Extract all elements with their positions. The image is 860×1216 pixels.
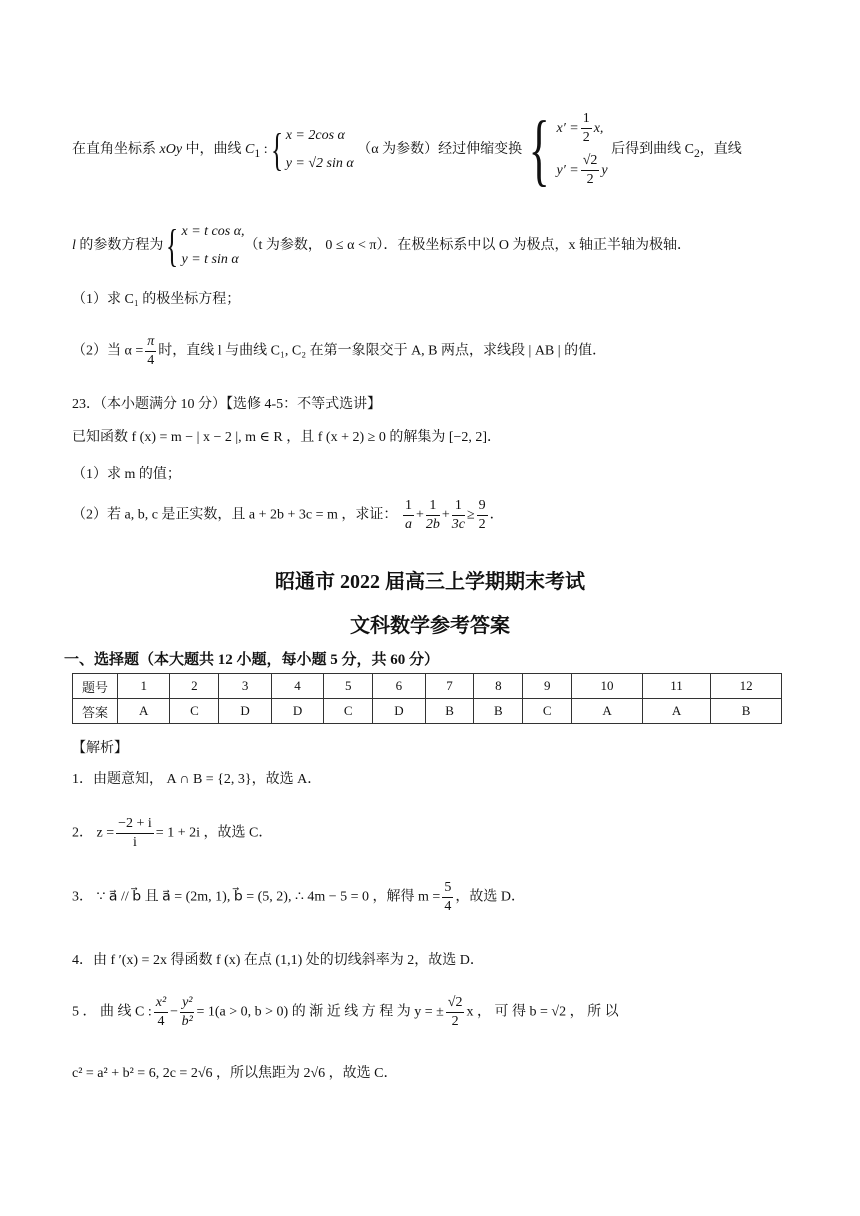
s5-frac3 xyxy=(446,994,465,1031)
table-cell: 2 xyxy=(170,674,219,699)
table-cell: D xyxy=(271,699,323,724)
c1-sub: 1 xyxy=(254,147,261,161)
table-cell: 4 xyxy=(271,674,323,699)
c1-label: C xyxy=(245,142,255,158)
table-cell: 12 xyxy=(711,674,782,699)
q22-line2 xyxy=(72,218,691,274)
trans-frac1-d: 2 xyxy=(582,130,590,146)
line-param-intro: 的参数方程为 xyxy=(75,238,164,254)
q23-stem: 已知函数 f (x) = m − | x − 2 |, m ∈ R ，且 f (x + 2) ≥ 0 的解集为 [−2, 2]． xyxy=(72,430,502,445)
table-cell: C xyxy=(324,699,373,724)
s5-c: x ， 可 得 b = √2 ， 所 以 xyxy=(466,1004,619,1020)
line-eq2: y = t sin α xyxy=(181,252,239,267)
line-brace: { xyxy=(166,220,179,271)
q23-title: 23．（本小题满分 10 分）【选修 4-5：不等式选讲】 xyxy=(72,397,382,412)
s2-frac xyxy=(116,815,154,852)
s5-frac2 xyxy=(180,994,194,1031)
f1-n: 1 xyxy=(403,497,414,516)
table-cell: C xyxy=(170,699,219,724)
s2-b: = 1 + 2i ，故选 C． xyxy=(155,825,273,841)
q23-part2-a: （2）若 a, b, c 是正实数，且 a + 2b + 3c = m ，求证： xyxy=(72,507,398,523)
f4-n: 9 xyxy=(477,497,488,516)
s5-n3: √2 xyxy=(446,994,465,1013)
f3-n: 1 xyxy=(452,497,465,516)
table-cell: 5 xyxy=(324,674,373,699)
s5-d2: b² xyxy=(181,1014,193,1029)
heading-answer-title: 文科数学参考答案 xyxy=(350,615,510,637)
s3-a: 3． ∵ a⃗ // b⃗ 且 a⃗ = (2m, 1), b⃗ = (5, 2), ∴ 4m − 5 = 0 ，解得 m = xyxy=(72,889,441,905)
s5-n2: y² xyxy=(180,994,194,1013)
trans-frac1-n: 1 xyxy=(581,110,592,129)
solution-2 xyxy=(72,815,272,852)
table-cell: A xyxy=(572,699,643,724)
table-cell: A xyxy=(642,699,710,724)
c1-eq1: x = 2cos α xyxy=(285,128,345,143)
q22-intro-2: 中，曲线 xyxy=(182,142,246,158)
table-cell: B xyxy=(425,699,474,724)
trans-system xyxy=(556,108,607,192)
c1-eq2: y = √2 sin α xyxy=(285,156,354,171)
solution-5-line2: c² = a² + b² = 6, 2c = 2√6 ，所以焦距为 2√6 ，故选 C． xyxy=(72,1066,398,1081)
table-cell: 3 xyxy=(219,674,271,699)
q23-part2: （2）若 a, b, c 是正实数，且 a + 2b + 3c = m ，求证： $\frac{1}{a}$ + $\frac{1}{2b}$ + $\frac{1}{3c}$ ≥ $\frac{9}{2}$ ． xyxy=(72,498,504,532)
trans-brace: { xyxy=(528,106,550,194)
table-row-answers xyxy=(73,699,782,724)
table-cell: 7 xyxy=(425,674,474,699)
trans-eq1-r: x, xyxy=(593,121,604,136)
table-cell: A xyxy=(118,699,170,724)
pi-d: 4 xyxy=(147,353,155,368)
s2-d: i xyxy=(133,835,137,850)
table-cell: D xyxy=(373,699,425,724)
s3-d: 4 xyxy=(444,899,452,914)
table-cell: B xyxy=(474,699,523,724)
heading-exam-title: 昭通市 2022 届高三上学期期末考试 xyxy=(275,571,585,593)
q22-after: 后得到曲线 C xyxy=(611,142,694,158)
c1-brace: { xyxy=(270,124,283,175)
line-l-label: l xyxy=(72,238,76,254)
table-cell: B xyxy=(711,699,782,724)
f4-d: 2 xyxy=(478,517,486,532)
table-label-number: 题号 xyxy=(73,674,118,699)
line-system xyxy=(181,218,244,274)
table-row-numbers xyxy=(73,674,782,699)
s5-mid: − xyxy=(170,1004,179,1020)
q22-part2-b: 时，直线 l 与曲线 C₁, C₂ 在第一象限交于 A, B 两点，求线段 | AB | 的值． xyxy=(158,343,607,359)
q22-intro: 在直角坐标系 xyxy=(72,142,160,158)
q23-end: ． xyxy=(489,507,504,523)
f2-n: 1 xyxy=(426,497,440,516)
trans-eq1-l: x′ = xyxy=(556,121,579,136)
table-cell: 8 xyxy=(474,674,523,699)
s5-d3: 2 xyxy=(451,1014,459,1029)
answer-table xyxy=(72,673,782,724)
s3-frac xyxy=(442,879,453,916)
trans-frac2-d: 2 xyxy=(586,172,594,188)
table-cell: D xyxy=(219,699,271,724)
q22-part2-a: （2）当 α = xyxy=(72,343,144,359)
s3-n: 5 xyxy=(442,879,453,898)
table-cell: 10 xyxy=(572,674,643,699)
section-choice-title: 一、选择题（本大题共 12 小题，每小题 5 分，共 60 分） xyxy=(64,652,440,668)
table-cell: 1 xyxy=(118,674,170,699)
frac-1-3c xyxy=(452,497,465,534)
trans-frac2 xyxy=(581,152,600,189)
pi-over-4 xyxy=(145,333,156,370)
trans-eq2-r: y xyxy=(601,163,608,178)
pi-n: π xyxy=(145,333,156,352)
s5-d1: 4 xyxy=(157,1014,165,1029)
solution-5 xyxy=(72,994,619,1031)
table-cell: 6 xyxy=(373,674,425,699)
table-label-answer: 答案 xyxy=(73,699,118,724)
trans-frac1 xyxy=(581,110,592,147)
analysis-label: 【解析】 xyxy=(72,741,128,756)
solution-3 xyxy=(72,879,525,916)
q22-after-tail: ，直线 xyxy=(699,142,742,158)
q22-line1: 在直角坐标系 xOy 中，曲线 $C_1$ :{ x = 2cos α y = √2 sin α （α 为参数）经过伸缩变换{ x′ = $\frac{1}{2}$ x, y′ = $\frac{√2}{2}$ y 后得到曲线 $C_2$，直线 xyxy=(72,106,742,194)
q22-part1: （1）求 C₁ 的极坐标方程； xyxy=(72,292,241,307)
s5-n1: x² xyxy=(154,994,168,1013)
table-cell: C xyxy=(523,699,572,724)
s2-a: 2． z = xyxy=(72,825,115,841)
table-cell: 11 xyxy=(642,674,710,699)
trans-eq2-l: y′ = xyxy=(556,163,579,178)
trans-frac2-n: √2 xyxy=(581,152,600,171)
solution-1: 1．由题意知， A ∩ B = {2, 3}，故选 A． xyxy=(72,772,322,787)
solution-4: 4．由 f ′(x) = 2x 得函数 f (x) 在点 (1,1) 处的切线斜率为 2，故选 D． xyxy=(72,953,484,968)
f1-d: a xyxy=(404,517,412,532)
line-param-note: （t 为参数， 0 ≤ α < π）．在极坐标系中以 O 为极点，x 轴正半轴为极轴． xyxy=(244,238,692,254)
frac-1-2b xyxy=(426,497,440,534)
f3-d: 3c xyxy=(451,517,465,532)
c1-param-note: （α 为参数）经过伸缩变换 xyxy=(357,142,523,158)
c2-sub: 2 xyxy=(693,147,700,161)
c1-system xyxy=(286,122,354,178)
f2-d: 2b xyxy=(425,517,440,532)
q22-xoy: xOy xyxy=(159,142,183,158)
q23-part1: （1）求 m 的值； xyxy=(72,467,181,482)
frac-1-a xyxy=(403,497,414,534)
s5-b: = 1(a > 0, b > 0) 的 渐 近 线 方 程 为 y = ± xyxy=(196,1004,444,1020)
s2-n: −2 + i xyxy=(116,815,154,834)
line-eq1: x = t cos α, xyxy=(181,224,245,239)
s5-frac1 xyxy=(154,994,168,1031)
q22-part2 xyxy=(72,333,606,370)
s5-a: 5 ． 曲 线 C : xyxy=(72,1004,152,1020)
s3-b: ，故选 D． xyxy=(455,889,525,905)
frac-9-2 xyxy=(477,497,488,534)
table-cell: 9 xyxy=(523,674,572,699)
